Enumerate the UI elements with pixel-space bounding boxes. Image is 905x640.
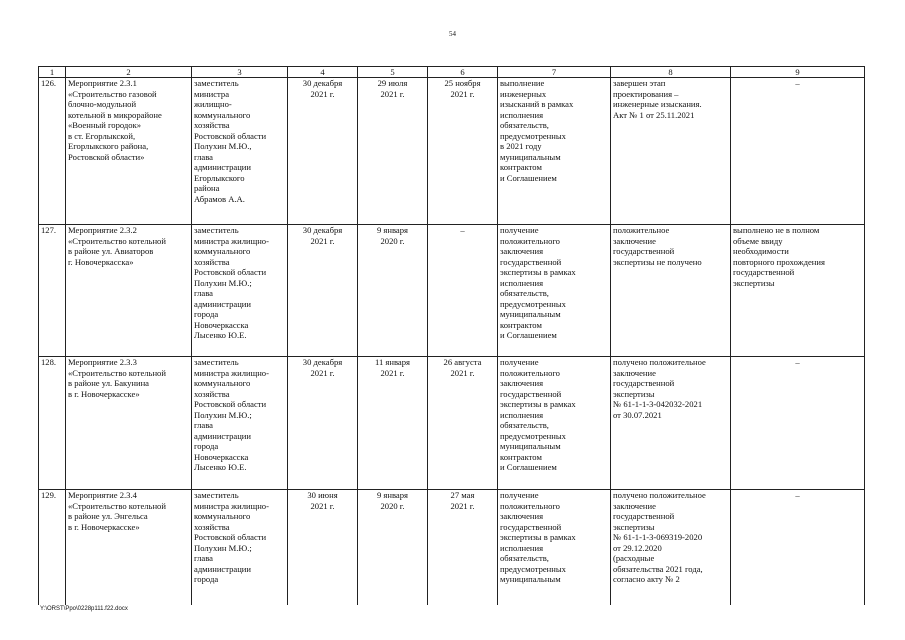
- cell-line: г. Новочеркасска»: [68, 256, 134, 267]
- cell-line: города: [194, 574, 219, 585]
- cell-line: 9 января: [376, 225, 408, 235]
- reason-cell: [731, 78, 865, 225]
- cell-line: администрации: [194, 563, 252, 574]
- row-number-cell: 128.: [39, 357, 66, 490]
- header-cell: 1: [39, 67, 66, 78]
- cell-line: коммунального: [194, 246, 251, 257]
- cell-line: (расходные: [613, 553, 655, 564]
- responsible-cell: [192, 78, 288, 225]
- cell-line: Полухин М.Ю.;: [194, 542, 252, 553]
- cell-line: государственной: [613, 246, 675, 257]
- cell-line: 2021 г.: [380, 367, 405, 378]
- cell-line: контрактом: [500, 319, 542, 330]
- cell-line: экспертизы не получено: [613, 256, 702, 267]
- cell-line: –: [460, 225, 465, 235]
- cell-line: исполнения: [500, 277, 544, 288]
- cell-line: 2021 г.: [450, 367, 475, 378]
- cell-line: исполнения: [500, 542, 544, 553]
- table-row: [39, 78, 865, 225]
- cell-line: заключения: [500, 511, 544, 522]
- cell-line: 27 мая: [450, 490, 475, 500]
- cell-line: 2021 г.: [310, 500, 335, 511]
- cell-line: инженерные изыскания.: [613, 99, 702, 110]
- cell-line: глава: [194, 553, 213, 564]
- cell-line: «Строительство котельной: [68, 367, 166, 378]
- cell-line: заместитель: [194, 357, 239, 367]
- cell-line: 2021 г.: [450, 500, 475, 511]
- cell-line: контрактом: [500, 451, 542, 462]
- cell-line: государственной: [733, 267, 795, 278]
- cell-line: 2020 г.: [380, 235, 405, 246]
- cell-line: глава: [194, 288, 213, 299]
- cell-line: положительное: [613, 225, 670, 235]
- header-cell: 8: [611, 67, 731, 78]
- responsible-cell: [192, 357, 288, 490]
- cell-line: города: [194, 309, 219, 320]
- planned-date-cell: [288, 225, 358, 357]
- cell-line: от 30.07.2021: [613, 409, 662, 420]
- cell-line: экспертизы: [613, 521, 655, 532]
- cell-line: жилищно-: [194, 99, 232, 110]
- cell-line: получение: [500, 357, 539, 367]
- cell-line: хозяйства: [194, 521, 230, 532]
- cell-line: –: [795, 78, 800, 88]
- cell-line: в ст. Егорлыкской,: [68, 130, 136, 141]
- cell-line: 2021 г.: [380, 88, 405, 99]
- cell-line: заключения: [500, 378, 544, 389]
- actual-result-cell: [611, 78, 731, 225]
- cell-line: Акт № 1 от 25.11.2021: [613, 109, 695, 120]
- file-path-footer: Y:\ORST\Ppo\0228p111.f22.docx: [40, 606, 128, 612]
- header-cell: 6: [428, 67, 498, 78]
- cell-line: государственной: [500, 388, 562, 399]
- cell-line: выполнено не в полном: [733, 225, 820, 235]
- actual-start-date-cell: [358, 78, 428, 225]
- cell-line: блочно-модульной: [68, 99, 137, 110]
- actual-start-date-cell: [358, 357, 428, 490]
- cell-line: заместитель: [194, 225, 239, 235]
- cell-line: «Строительство котельной: [68, 500, 166, 511]
- actual-start-date-cell: [358, 225, 428, 357]
- responsible-cell: [192, 225, 288, 357]
- cell-line: администрации: [194, 162, 252, 173]
- cell-line: Лысенко Ю.Е.: [194, 330, 247, 341]
- reason-cell: [731, 357, 865, 490]
- cell-line: 30 декабря: [302, 357, 343, 367]
- cell-line: котельной в микрорайоне: [68, 109, 162, 120]
- cell-line: инженерных: [500, 88, 547, 99]
- cell-line: 2020 г.: [380, 500, 405, 511]
- cell-line: положительного: [500, 367, 560, 378]
- cell-line: обязательств,: [500, 288, 549, 299]
- cell-line: предусмотренных: [500, 130, 566, 141]
- cell-line: 30 декабря: [302, 225, 343, 235]
- cell-line: хозяйства: [194, 120, 230, 131]
- cell-line: Ростовской области»: [68, 151, 145, 162]
- cell-line: Новочеркасска: [194, 451, 249, 462]
- cell-line: «Строительство газовой: [68, 88, 157, 99]
- cell-line: необходимости: [733, 246, 789, 257]
- cell-line: коммунального: [194, 511, 251, 522]
- cell-line: муниципальным: [500, 151, 561, 162]
- cell-line: министра жилищно-: [194, 367, 269, 378]
- cell-line: Мероприятие 2.3.2: [68, 225, 137, 235]
- cell-line: 2021 г.: [310, 88, 335, 99]
- cell-line: –: [795, 357, 800, 367]
- cell-line: муниципальным: [500, 574, 561, 585]
- cell-line: контрактом: [500, 162, 542, 173]
- cell-line: Новочеркасска: [194, 319, 249, 330]
- cell-line: заключение: [613, 235, 656, 246]
- cell-line: 30 июня: [307, 490, 338, 500]
- table-row: [39, 225, 865, 357]
- cell-line: государственной: [500, 521, 562, 532]
- cell-line: в г. Новочеркасске»: [68, 521, 140, 532]
- cell-line: 2021 г.: [310, 235, 335, 246]
- actual-end-date-cell: [428, 78, 498, 225]
- row-number-cell: 129.: [39, 490, 66, 640]
- cell-line: повторного прохождения: [733, 256, 825, 267]
- cell-line: Абрамов А.А.: [194, 194, 245, 205]
- cell-line: получение: [500, 225, 539, 235]
- cell-line: коммунального: [194, 378, 251, 389]
- cell-line: согласно акту № 2: [613, 574, 680, 585]
- cell-line: экспертизы в рамках: [500, 532, 576, 543]
- cell-line: государственной: [500, 256, 562, 267]
- cell-line: города: [194, 441, 219, 452]
- cell-line: в районе ул. Авиаторов: [68, 246, 154, 257]
- cell-line: положительного: [500, 235, 560, 246]
- actual-result-cell: [611, 357, 731, 490]
- cell-line: –: [795, 490, 800, 500]
- cell-line: 2021 г.: [450, 88, 475, 99]
- header-cell: 4: [288, 67, 358, 78]
- cell-line: Ростовской области: [194, 267, 267, 278]
- cell-line: проектирования –: [613, 88, 679, 99]
- cell-line: и Соглашением: [500, 330, 557, 341]
- cell-line: завершен этап: [613, 78, 666, 88]
- cell-line: министра жилищно-: [194, 500, 269, 511]
- row-number-cell: 127.: [39, 225, 66, 357]
- cell-line: экспертизы в рамках: [500, 267, 576, 278]
- cell-line: выполнение: [500, 78, 545, 88]
- cell-line: в районе ул. Энгельса: [68, 511, 148, 522]
- cell-line: 25 ноября: [444, 78, 481, 88]
- cell-line: заместитель: [194, 490, 239, 500]
- actual-end-date-cell: [428, 225, 498, 357]
- cell-line: и Соглашением: [500, 172, 557, 183]
- cell-line: исполнения: [500, 409, 544, 420]
- actual-end-date-cell: [428, 357, 498, 490]
- cell-line: и Соглашением: [500, 462, 557, 473]
- page-number: 54: [449, 30, 456, 38]
- cell-line: получено положительное: [613, 357, 706, 367]
- cell-line: обязательств,: [500, 420, 549, 431]
- cell-line: муниципальным: [500, 309, 561, 320]
- event-cell: [66, 225, 192, 357]
- cell-line: в районе ул. Бакунина: [68, 378, 149, 389]
- cell-line: района: [194, 183, 220, 194]
- cell-line: 26 августа: [443, 357, 482, 367]
- planned-date-cell: [288, 78, 358, 225]
- cell-line: хозяйства: [194, 388, 230, 399]
- cell-line: обязательств,: [500, 120, 549, 131]
- cell-line: обязательства 2021 года,: [613, 563, 703, 574]
- header-cell: 2: [66, 67, 192, 78]
- cell-line: в г. Новочеркасске»: [68, 388, 140, 399]
- header-cell: 5: [358, 67, 428, 78]
- cell-line: № 61-1-1-3-069319-2020: [613, 532, 703, 543]
- cell-line: исполнения: [500, 109, 544, 120]
- cell-line: 2021 г.: [310, 367, 335, 378]
- cell-line: Мероприятие 2.3.4: [68, 490, 137, 500]
- actual-result-cell: [611, 225, 731, 357]
- cell-line: муниципальным: [500, 441, 561, 452]
- page-bottom-margin: [0, 605, 905, 640]
- cell-line: глава: [194, 420, 213, 431]
- cell-line: министра жилищно-: [194, 235, 269, 246]
- cell-line: Лысенко Ю.Е.: [194, 462, 247, 473]
- row-number-cell: 126.: [39, 78, 66, 225]
- cell-line: Ростовской области: [194, 399, 267, 410]
- cell-line: «Военный городок»: [68, 120, 142, 131]
- expected-result-cell: [498, 225, 611, 357]
- cell-line: заключение: [613, 500, 656, 511]
- cell-line: изысканий в рамках: [500, 99, 574, 110]
- event-cell: [66, 78, 192, 225]
- cell-line: предусмотренных: [500, 563, 566, 574]
- cell-line: экспертизы: [613, 388, 655, 399]
- cell-line: от 29.12.2020: [613, 542, 662, 553]
- table-row: [39, 357, 865, 490]
- cell-line: заместитель: [194, 78, 239, 88]
- cell-line: экспертизы: [733, 277, 775, 288]
- cell-line: Ростовской области: [194, 532, 267, 543]
- event-cell: [66, 357, 192, 490]
- header-cell: 9: [731, 67, 865, 78]
- cell-line: хозяйства: [194, 256, 230, 267]
- cell-line: предусмотренных: [500, 298, 566, 309]
- cell-line: государственной: [613, 378, 675, 389]
- cell-line: получено положительное: [613, 490, 706, 500]
- cell-line: Егорлыкского: [194, 172, 245, 183]
- cell-line: заключения: [500, 246, 544, 257]
- reason-cell: [731, 225, 865, 357]
- cell-line: получение: [500, 490, 539, 500]
- cell-line: Мероприятие 2.3.3: [68, 357, 137, 367]
- expected-result-cell: [498, 78, 611, 225]
- header-row: [39, 67, 865, 78]
- cell-line: Полухин М.Ю.,: [194, 141, 252, 152]
- cell-line: экспертизы в рамках: [500, 399, 576, 410]
- cell-line: 11 января: [375, 357, 410, 367]
- cell-line: обязательств,: [500, 553, 549, 564]
- cell-line: «Строительство котельной: [68, 235, 166, 246]
- cell-line: государственной: [613, 511, 675, 522]
- cell-line: 9 января: [376, 490, 408, 500]
- cell-line: в 2021 году: [500, 141, 542, 152]
- cell-line: положительного: [500, 500, 560, 511]
- cell-line: Мероприятие 2.3.1: [68, 78, 137, 88]
- cell-line: объеме ввиду: [733, 235, 783, 246]
- cell-line: заключение: [613, 367, 656, 378]
- cell-line: № 61-1-1-3-042032-2021: [613, 399, 703, 410]
- cell-line: администрации: [194, 298, 252, 309]
- cell-line: Полухин М.Ю.;: [194, 409, 252, 420]
- expected-result-cell: [498, 357, 611, 490]
- report-table: [38, 66, 865, 640]
- cell-line: министра: [194, 88, 230, 99]
- cell-line: Полухин М.Ю.;: [194, 277, 252, 288]
- cell-line: 29 июля: [377, 78, 408, 88]
- header-cell: 3: [192, 67, 288, 78]
- cell-line: предусмотренных: [500, 430, 566, 441]
- cell-line: администрации: [194, 430, 252, 441]
- cell-line: Егорлыкского района,: [68, 141, 149, 152]
- header-cell: 7: [498, 67, 611, 78]
- planned-date-cell: [288, 357, 358, 490]
- cell-line: Ростовской области: [194, 130, 267, 141]
- cell-line: 30 декабря: [302, 78, 343, 88]
- cell-line: коммунального: [194, 109, 251, 120]
- cell-line: глава: [194, 151, 213, 162]
